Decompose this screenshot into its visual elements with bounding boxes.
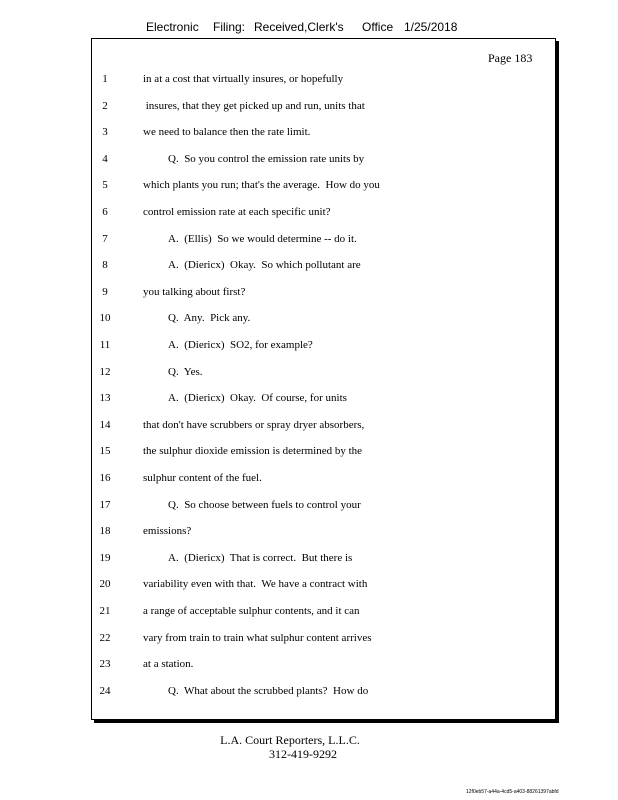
transcript-line: [0, 472, 618, 488]
page-shadow-bottom: [94, 720, 559, 723]
court-reporter-phone: 312-419-9292: [269, 747, 337, 761]
transcript-line: [0, 685, 618, 701]
transcript-line: [0, 605, 618, 621]
transcript-line: [0, 525, 618, 541]
transcript-line: [0, 392, 618, 408]
stamp-word: Electronic: [146, 20, 199, 34]
line-number: 4: [102, 152, 108, 165]
line-text: variability even with that. We have a contract with: [143, 578, 368, 591]
line-number: 24: [99, 684, 111, 697]
line-text: Q. Any. Pick any.: [168, 312, 251, 325]
transcript-line: [0, 179, 618, 195]
stamp-word: Filing:: [213, 20, 246, 34]
line-number: 9: [102, 285, 108, 298]
transcript-line: [0, 233, 618, 249]
transcript-line: [0, 499, 618, 515]
stamp-word: 1/25/2018: [404, 20, 458, 34]
line-text: control emission rate at each specific unit?: [143, 206, 331, 218]
line-text: which plants you run; that's the average. How do you: [143, 179, 380, 192]
electronic-filing-stamp: [146, 20, 476, 36]
line-number: 14: [99, 418, 111, 431]
line-number: 20: [99, 578, 111, 591]
transcript-line: [0, 73, 618, 89]
line-number: 13: [99, 392, 111, 405]
transcript-line: [0, 286, 618, 302]
line-number: 3: [102, 126, 108, 139]
line-text: at a station.: [143, 658, 194, 671]
line-number: 8: [102, 259, 108, 272]
transcript-line: [0, 126, 618, 142]
line-number: 6: [102, 206, 108, 218]
line-text: insures, that they get picked up and run, units that: [143, 99, 365, 112]
transcript-line: [0, 632, 618, 648]
line-number: 10: [99, 312, 111, 325]
line-number: 17: [99, 498, 111, 511]
transcript-line: [0, 658, 618, 674]
transcript-line: [0, 339, 618, 355]
line-text: in at a cost that virtually insures, or hopefully: [143, 73, 344, 85]
line-text: we need to balance then the rate limit.: [143, 126, 311, 139]
line-number: 5: [102, 179, 108, 192]
transcript-line: [0, 578, 618, 594]
line-text: a range of acceptable sulphur contents, and it can: [143, 605, 360, 617]
line-text: A. (Diericx) Okay. So which pollutant are: [168, 259, 361, 272]
line-number: 21: [99, 605, 111, 617]
line-number: 12: [99, 365, 111, 378]
line-number: 2: [102, 99, 108, 112]
line-number: 11: [99, 339, 111, 351]
line-text: Q. Yes.: [168, 365, 203, 378]
line-number: 7: [102, 232, 108, 245]
transcript-line: [0, 259, 618, 275]
line-number: 1: [102, 73, 108, 85]
line-text: A. (Diericx) SO2, for example?: [168, 339, 313, 351]
line-number: 18: [99, 525, 111, 538]
line-text: vary from train to train what sulphur content arrives: [143, 631, 372, 644]
line-number: 19: [99, 551, 111, 564]
transcript-line: [0, 153, 618, 169]
line-text: Q. What about the scrubbed plants? How do: [168, 684, 369, 697]
court-reporter-name: L.A. Court Reporters, L.L.C.: [220, 733, 360, 747]
line-number: 16: [99, 472, 111, 484]
line-text: sulphur content of the fuel.: [143, 472, 262, 484]
line-number: 22: [99, 631, 111, 644]
line-text: A. (Ellis) So we would determine -- do it.: [168, 232, 357, 245]
line-text: that don't have scrubbers or spray dryer absorbers,: [143, 418, 365, 431]
stamp-word: Office: [362, 20, 394, 34]
line-text: you talking about first?: [143, 285, 246, 298]
transcript-line: [0, 366, 618, 382]
page-number: Page 183: [488, 51, 533, 65]
line-text: Q. So you control the emission rate units by: [168, 152, 365, 165]
transcript-line: [0, 100, 618, 116]
transcript-line: [0, 419, 618, 435]
line-text: A. (Diericx) Okay. Of course, for units: [168, 392, 347, 405]
transcript-line: [0, 445, 618, 461]
line-number: 23: [99, 658, 111, 671]
line-text: A. (Diericx) That is correct. But there is: [168, 551, 353, 564]
document-id: 12f0eb57-a44a-4cd5-a403-88261397abfd: [466, 789, 559, 795]
line-text: the sulphur dioxide emission is determined by the: [143, 445, 363, 458]
line-number: 15: [99, 445, 111, 458]
line-text: emissions?: [143, 525, 192, 538]
transcript-line: [0, 206, 618, 222]
stamp-word: Received,Clerk's: [254, 20, 344, 34]
transcript-line: [0, 552, 618, 568]
line-text: Q. So choose between fuels to control your: [168, 498, 361, 511]
transcript-line: [0, 312, 618, 328]
footer: [180, 733, 400, 761]
